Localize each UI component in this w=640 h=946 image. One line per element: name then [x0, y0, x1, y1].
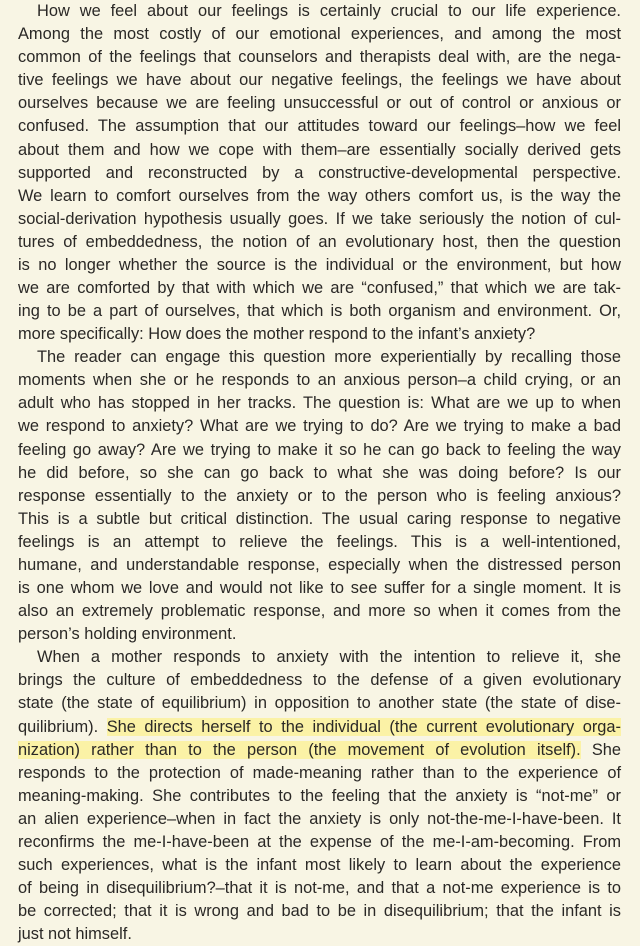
text-line	[18, 439, 621, 462]
text-segment: ourselves because we are feeling unsuccessful or out of control or anxious or	[18, 94, 621, 113]
text-segment: we respond to anxiety? What are we trying to do? Are we trying to make a bad	[18, 417, 621, 436]
text-segment: Among the most costly of our emotional experiences, and among the most	[18, 25, 621, 44]
text-line	[18, 115, 621, 138]
text-line	[18, 600, 621, 623]
text-line	[18, 877, 621, 900]
text-line	[18, 623, 621, 646]
text-segment: social-derivation hypothesis usually goes. If we take seriously the notion of cul-	[18, 209, 621, 228]
text-segment: common of the feelings that counselors and therapists deal with, are the nega-	[18, 48, 621, 67]
text-line	[18, 577, 621, 600]
text-segment: we are comforted by that with which we are “confused,” that which we are tak-	[18, 279, 621, 297]
text-segment: state (the state of equilibrium) in opposition to another state (the state of dise-	[18, 694, 621, 713]
text-segment: is no longer whether the source is the individual or the environment, but how	[18, 255, 621, 274]
text-segment: This is a subtle but critical distinction. The usual caring response to negative	[18, 509, 621, 528]
text-line	[18, 23, 621, 46]
text-line	[18, 485, 621, 508]
text-line	[18, 831, 621, 854]
text-line	[18, 185, 621, 208]
text-line	[18, 300, 621, 323]
text-segment: reconfirms the me-I-have-been at the expense of the me-I-am-becoming. From	[18, 832, 621, 851]
text-line	[18, 254, 621, 277]
text-segment: adult who has stopped in her tracks. The question is: What are we up to when	[18, 394, 621, 413]
text-line	[18, 531, 621, 554]
text-line	[18, 139, 621, 162]
text-line	[18, 392, 621, 415]
text-line	[18, 692, 621, 715]
text-line	[18, 92, 621, 115]
text-segment: response essentially to the anxiety or to the person who is feeling anxious?	[18, 486, 621, 505]
text-segment: he did before, so she can go back to what she was doing before? Is our	[18, 463, 621, 482]
text-segment: ing to be a part of ourselves, that which is both organism and environment. Or,	[18, 302, 621, 320]
text-segment: feeling go away? Are we trying to make it so he can go back to feeling the way	[18, 440, 621, 459]
text-line	[18, 277, 621, 300]
text-segment: be corrected; that it is wrong and bad to be in disequilibrium; that the infant is	[18, 902, 621, 921]
text-segment: When a mother responds to anxiety with the intention to relieve it, she	[37, 648, 621, 667]
text-segment: feelings is an attempt to relieve the feelings. This is a well-intentioned,	[18, 532, 621, 551]
text-line	[18, 415, 621, 438]
text-segment: brings the culture of embeddedness to the defense of a given evolutionary	[18, 671, 621, 690]
text-segment: also an extremely problematic response, and more so when it comes from the	[18, 602, 621, 621]
text-line	[37, 346, 621, 369]
text-line	[18, 739, 621, 762]
text-line	[18, 808, 621, 831]
text-segment: about them and how we cope with them–are essentially socially derived gets	[18, 140, 621, 159]
text-line	[18, 462, 621, 485]
text-line	[37, 646, 621, 669]
text-segment: such experiences, what is the infant most likely to learn about the experience	[18, 856, 621, 874]
text-line	[18, 900, 621, 923]
text-segment: supported and reconstructed by a constructive-developmental perspective.	[18, 163, 621, 182]
text-line	[18, 508, 621, 531]
text-segment: quilibrium).	[18, 717, 107, 736]
text-line	[18, 369, 621, 392]
text-segment: moments when she or he responds to an anxious person–a child crying, or an	[18, 371, 621, 390]
text-segment: She	[580, 740, 622, 759]
highlighted-text: She directs herself to the individual (the current evolutionary orga-	[106, 717, 621, 736]
text-line	[18, 162, 621, 185]
text-line	[18, 554, 621, 577]
text-line	[18, 854, 621, 877]
text-segment: The reader can engage this question more experientially by recalling those	[37, 348, 621, 367]
text-line	[18, 762, 621, 785]
text-segment: tive feelings we have about our negative feelings, the feelings we have about	[18, 71, 621, 90]
text-segment: of being in disequilibrium?–that it is not-me, and that a not-me experience is to	[18, 879, 621, 897]
text-line	[18, 208, 621, 231]
highlighted-text: nization) rather than to the person (the movement of evolution itself).	[18, 740, 581, 759]
text-segment: is one whom we love and would not like to see suffer for a single moment. It is	[18, 579, 621, 597]
text-segment: How we feel about our feelings is certainly crucial to our life experience.	[37, 2, 621, 20]
text-segment: tures of embeddedness, the notion of an evolutionary host, then the question	[18, 232, 621, 251]
text-line	[37, 0, 621, 23]
text-line	[18, 46, 621, 69]
text-line	[18, 669, 621, 692]
text-line	[18, 69, 621, 92]
text-line	[18, 716, 621, 739]
text-segment: just not himself.	[18, 925, 132, 944]
text-segment: We learn to comfort ourselves from the way others comfort us, is the way the	[18, 186, 621, 205]
text-line	[18, 785, 621, 808]
text-line	[18, 323, 621, 346]
text-segment: responds to the protection of made-meaning rather than to the experience of	[18, 763, 621, 782]
text-segment: person’s holding environment.	[18, 625, 237, 644]
text-segment: more specifically: How does the mother respond to the infant’s anxiety?	[18, 325, 536, 344]
text-segment: humane, and understandable response, especially when the distressed person	[18, 555, 621, 574]
text-segment: confused. The assumption that our attitudes toward our feelings–how we feel	[18, 117, 621, 136]
text-line	[18, 231, 621, 254]
text-segment: meaning-making. She contributes to the feeling that the anxiety is “not-me” or	[18, 786, 621, 805]
text-segment: an alien experience–when in fact the anxiety is only not-the-me-I-have-been. It	[18, 809, 621, 828]
